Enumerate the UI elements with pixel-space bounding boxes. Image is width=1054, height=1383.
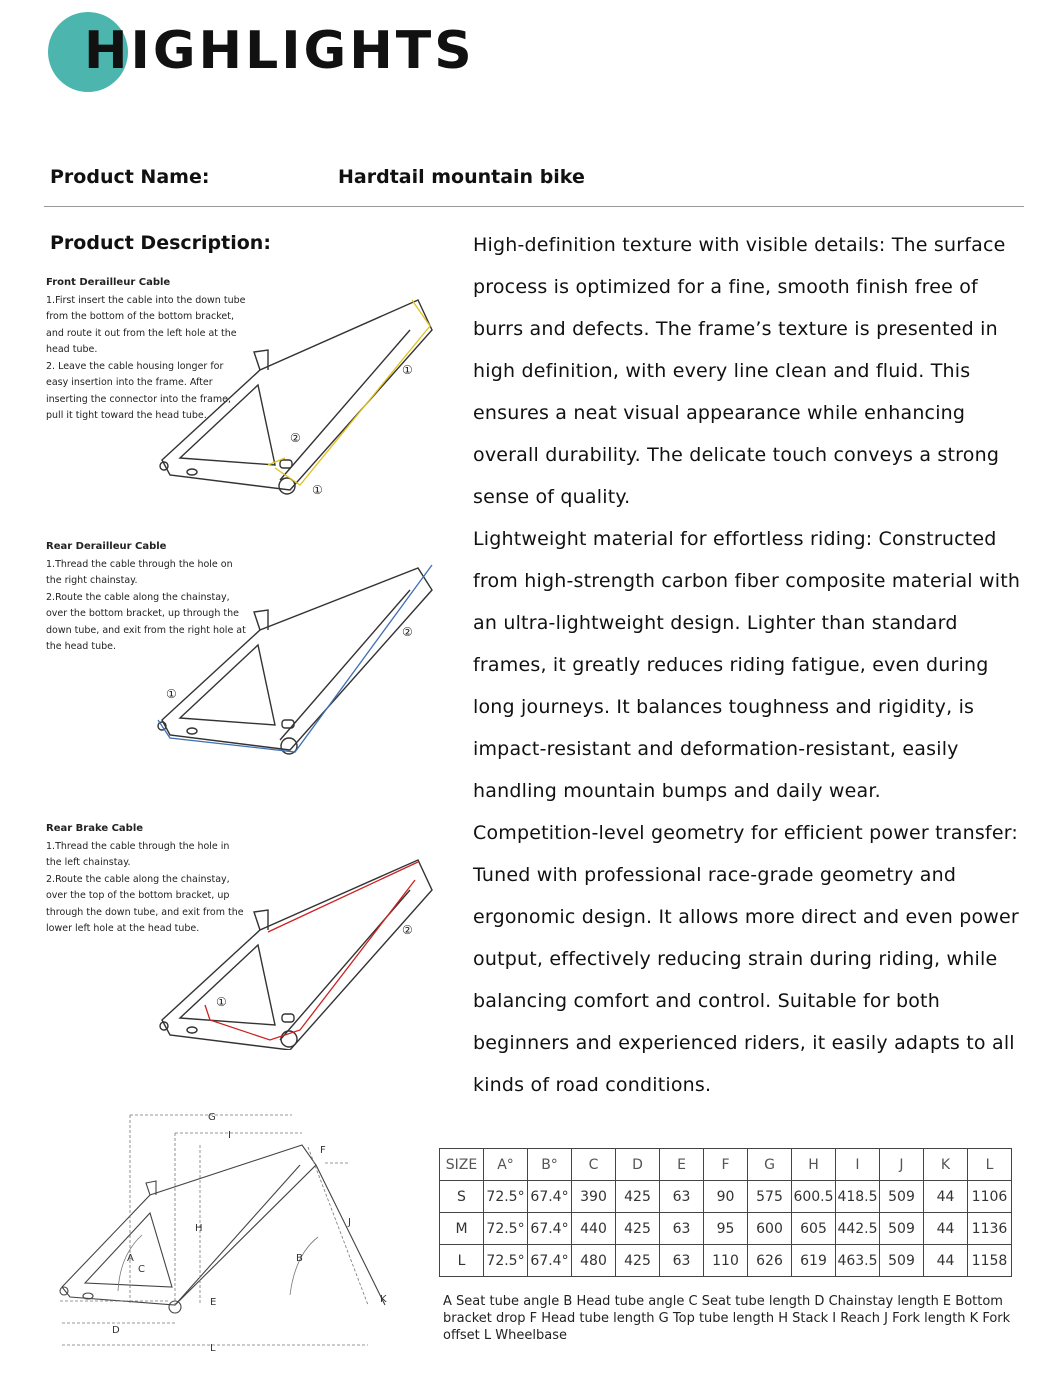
- table-cell: 95: [704, 1213, 748, 1245]
- table-cell: 90: [704, 1181, 748, 1213]
- table-cell: 626: [748, 1245, 792, 1277]
- dim-label-D: D: [112, 1325, 120, 1336]
- table-cell: S: [440, 1181, 484, 1213]
- table-header-cell: C: [572, 1149, 616, 1181]
- cable-step: 1.First insert the cable into the down tube from the bottom of the bottom bracket, and route it out from the left hole at the head tube.: [46, 294, 246, 355]
- table-row: [440, 1213, 1012, 1245]
- product-name-label: Product Name:: [50, 166, 210, 188]
- table-cell: 440: [572, 1213, 616, 1245]
- table-cell: 480: [572, 1245, 616, 1277]
- table-cell: 63: [660, 1213, 704, 1245]
- dim-label-E: E: [210, 1297, 217, 1308]
- table-cell: 72.5°: [484, 1213, 528, 1245]
- description-paragraph: Competition-level geometry for efficient power transfer: Tuned with professional race-grade geometry and ergonomic design. It allows more direct and even power output, effectively reducing strain during riding, while balancing comfort and control. Suitable for both beginners and experienced riders, it easily adapts to all kinds of road conditions.: [473, 822, 1019, 1096]
- cable-title: Front Derailleur Cable: [46, 277, 171, 288]
- table-cell: 418.5: [836, 1181, 880, 1213]
- marker-label: ②: [290, 431, 301, 445]
- table-cell: 44: [924, 1213, 968, 1245]
- table-header-cell: J: [880, 1149, 924, 1181]
- description-paragraph: High-definition texture with visible details: The surface process is optimized for a fine, smooth finish free of burrs and defects. The frame’s texture is presented in high definition, with every line clean and fluid. This ensures a neat visual appearance while enhancing overall durability. The delicate touch conveys a strong sense of quality.: [473, 234, 1006, 508]
- dim-label-J: J: [348, 1217, 351, 1228]
- dim-label-I: I: [228, 1130, 231, 1141]
- table-cell: 600.5: [792, 1181, 836, 1213]
- table-header-cell: D: [616, 1149, 660, 1181]
- cable-route-line: [268, 862, 418, 932]
- cable-step: 2. Leave the cable housing longer for easy insertion into the frame. After inserting the connector into the frame, pull it tight toward the head tube.: [46, 360, 232, 421]
- table-header-cell: K: [924, 1149, 968, 1181]
- table-cell: 509: [880, 1181, 924, 1213]
- table-cell: 442.5: [836, 1213, 880, 1245]
- table-header-cell: A°: [484, 1149, 528, 1181]
- table-cell: 509: [880, 1213, 924, 1245]
- frame-diagram-front-derailleur: [150, 290, 450, 500]
- cable-step: 2.Route the cable along the chainstay, over the bottom bracket, up through the down tube, and exit from the right hole at the head tube.: [46, 591, 246, 652]
- table-header-cell: B°: [528, 1149, 572, 1181]
- description-paragraph: Lightweight material for effortless riding: Constructed from high-strength carbon fiber composite material with an ultra-lightweight design. Lighter than standard frames, it greatly reduces riding fatigue, even during long journeys. It balances toughness and rigidity, is impact-resistant and deformation-resistant, easily handling mountain bumps and daily wear.: [473, 528, 1021, 802]
- dim-label-F: F: [320, 1145, 326, 1156]
- table-header-cell: G: [748, 1149, 792, 1181]
- dim-label-B: B: [296, 1253, 303, 1264]
- table-header-row: [440, 1149, 1012, 1181]
- table-cell: 619: [792, 1245, 836, 1277]
- table-cell: 63: [660, 1245, 704, 1277]
- table-cell: 575: [748, 1181, 792, 1213]
- table-cell: 509: [880, 1245, 924, 1277]
- table-cell: 425: [616, 1213, 660, 1245]
- table-header-cell: L: [968, 1149, 1012, 1181]
- table-header-cell: H: [792, 1149, 836, 1181]
- cable-route-line: [275, 300, 430, 485]
- table-header-cell: I: [836, 1149, 880, 1181]
- cable-step: 2.Route the cable along the chainstay, over the top of the bottom bracket, up through the down tube, and exit from the lower left hole at the head tube.: [46, 873, 244, 934]
- table-header-cell: E: [660, 1149, 704, 1181]
- dim-label-A: A: [127, 1253, 134, 1264]
- table-cell: 600: [748, 1213, 792, 1245]
- table-cell: 44: [924, 1245, 968, 1277]
- table-cell: 67.4°: [528, 1181, 572, 1213]
- geometry-table: [439, 1148, 1012, 1277]
- frame-diagram-rear-brake: [150, 850, 450, 1050]
- cable-step: 1.Thread the cable through the hole in the left chainstay.: [46, 840, 230, 868]
- dim-label-L: L: [210, 1343, 216, 1354]
- table-cell: 605: [792, 1213, 836, 1245]
- table-header-cell: SIZE: [440, 1149, 484, 1181]
- cable-title: Rear Brake Cable: [46, 823, 144, 834]
- marker-label: ②: [402, 923, 413, 937]
- table-cell: M: [440, 1213, 484, 1245]
- table-cell: 463.5: [836, 1245, 880, 1277]
- table-cell: 390: [572, 1181, 616, 1213]
- cable-route-line: [158, 565, 432, 752]
- cable-title: Rear Derailleur Cable: [46, 541, 167, 552]
- product-name-value: Hardtail mountain bike: [338, 166, 585, 188]
- table-cell: 72.5°: [484, 1245, 528, 1277]
- marker-label: ①: [166, 687, 177, 701]
- table-cell: 44: [924, 1181, 968, 1213]
- description-text: [473, 224, 1033, 1106]
- table-cell: 72.5°: [484, 1181, 528, 1213]
- marker-label: ①: [312, 483, 323, 497]
- table-cell: L: [440, 1245, 484, 1277]
- table-cell: 1136: [968, 1213, 1012, 1245]
- dim-label-H: H: [195, 1223, 203, 1234]
- dim-label-C: C: [138, 1264, 145, 1275]
- marker-label: ②: [402, 625, 413, 639]
- cable-step: 1.Thread the cable through the hole on the right chainstay.: [46, 558, 233, 586]
- divider: [44, 206, 1024, 207]
- table-cell: 1106: [968, 1181, 1012, 1213]
- table-cell: 63: [660, 1181, 704, 1213]
- marker-label: ①: [216, 995, 227, 1009]
- table-cell: 425: [616, 1245, 660, 1277]
- table-row: [440, 1181, 1012, 1213]
- table-cell: 110: [704, 1245, 748, 1277]
- table-row: [440, 1245, 1012, 1277]
- table-header-cell: F: [704, 1149, 748, 1181]
- frame-diagram-rear-derailleur: [150, 560, 450, 760]
- table-cell: 67.4°: [528, 1245, 572, 1277]
- table-cell: 67.4°: [528, 1213, 572, 1245]
- geometry-legend: A Seat tube angle B Head tube angle C Seat tube length D Chainstay length E Bottom bracket drop F Head tube length G Top tube length H Stack I Reach J Fork length K Fork offset L Wheelbase: [443, 1294, 1011, 1343]
- geometry-diagram: [50, 1105, 400, 1355]
- dim-label-K: K: [380, 1294, 387, 1305]
- product-description-label: Product Description:: [50, 232, 271, 254]
- table-cell: 1158: [968, 1245, 1012, 1277]
- table-cell: 425: [616, 1181, 660, 1213]
- page-title: HIGHLIGHTS: [84, 21, 475, 81]
- marker-label: ①: [402, 363, 413, 377]
- dim-label-G: G: [208, 1112, 216, 1123]
